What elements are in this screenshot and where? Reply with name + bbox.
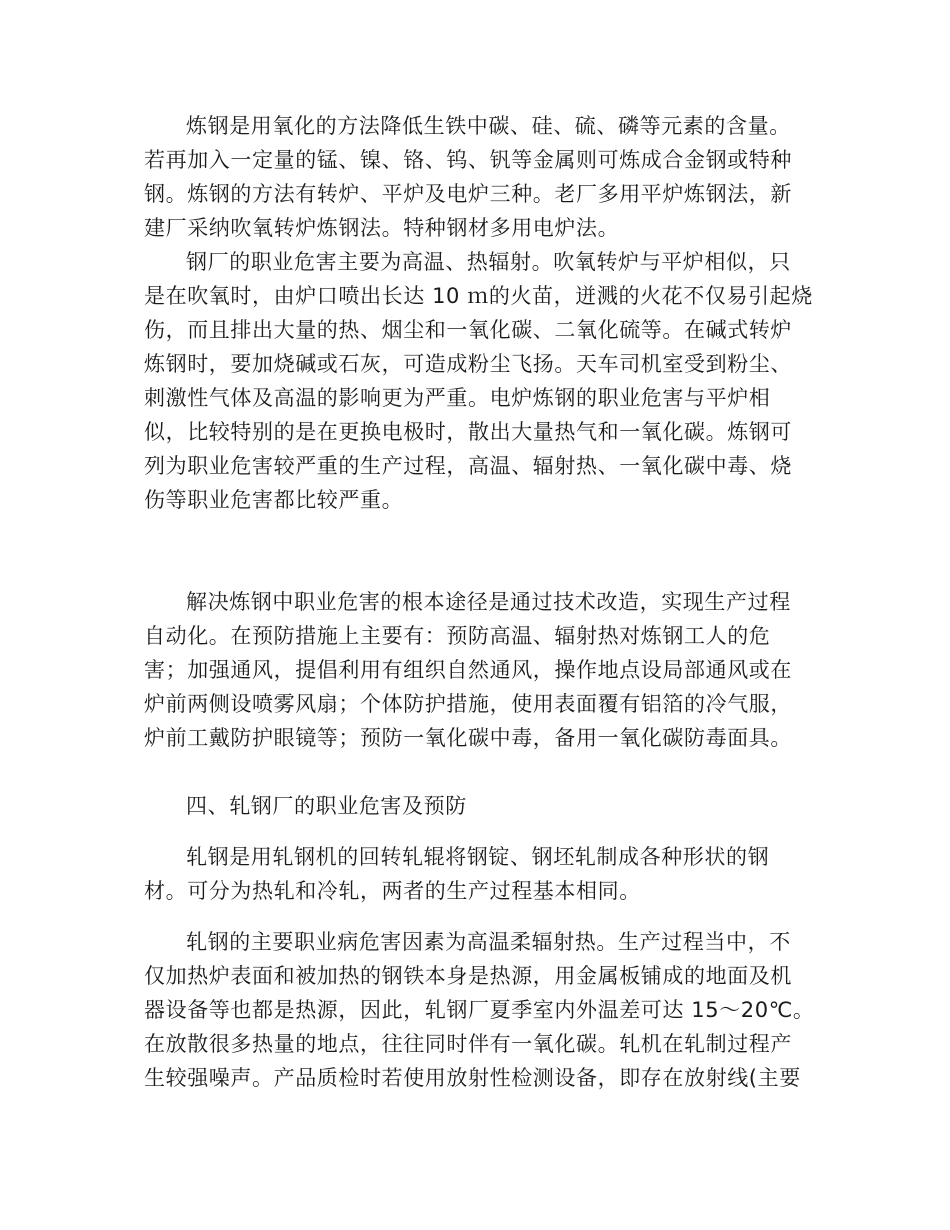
text-line: 炉前两侧设喷雾风扇；个体防护措施，使用表面覆有铝箔的冷气服，	[144, 692, 792, 716]
text-line: 钢。炼钢的方法有转炉、平炉及电炉三种。老厂多用平炉炼钢法，新	[144, 182, 792, 206]
text-line: 伤等职业危害都比较严重。	[144, 488, 404, 512]
text-line: 炼钢时，要加烧碱或石灰，可造成粉尘飞扬。天车司机室受到粉尘、	[144, 352, 792, 376]
text-line: 自动化。在预防措施上主要有：预防高温、辐射热对炼钢工人的危	[144, 624, 771, 648]
text-line: 列为职业危害较严重的生产过程，高温、辐射热、一氧化碳中毒、烧	[144, 454, 792, 478]
text-line: 仅加热炉表面和被加热的钢铁本身是热源，用金属板铺成的地面及机	[144, 964, 792, 988]
paragraph-steelmaking-hazards	[144, 245, 813, 517]
text-line: 建厂采纳吹氧转炉炼钢法。特种钢材多用电炉法。	[144, 216, 620, 240]
paragraph-rolling-intro	[144, 840, 804, 908]
text-line: 轧钢是用轧钢机的回转轧辊将钢锭、钢坯轧制成各种形状的钢	[186, 845, 770, 869]
text-line: 若再加入一定量的锰、镍、铬、钨、钒等金属则可炼成合金钢或特种	[144, 148, 792, 172]
text-line: 四、轧钢厂的职业危害及预防	[186, 794, 467, 818]
text-line: 刺激性气体及高温的影响更为严重。电炉炼钢的职业危害与平炉相	[144, 386, 771, 410]
text-line: 解决炼钢中职业危害的根本途径是通过技术改造，实现生产过程	[186, 590, 791, 614]
text-line: 钢厂的职业危害主要为高温、热辐射。吹氧转炉与平炉相似，只	[186, 250, 791, 274]
text-line: 器设备等也都是热源，因此，轧钢厂夏季室内外温差可达 15～20℃。	[144, 998, 815, 1022]
text-line: 是在吹氧时，由炉口喷出长达 10 ｍ的火苗，迸溅的火花不仅易引起烧	[144, 284, 813, 308]
text-line: 似，比较特别的是在更换电极时，散出大量热气和一氧化碳。炼钢可	[144, 420, 792, 444]
text-line: 材。可分为热轧和冷轧，两者的生产过程基本相同。	[144, 879, 641, 903]
section-heading-rolling-mill	[144, 789, 804, 823]
text-line: 轧钢的主要职业病危害因素为高温柔辐射热。生产过程当中，不	[186, 930, 791, 954]
paragraph-rolling-hazards	[144, 925, 815, 1095]
text-line: 炼钢是用氧化的方法降低生铁中碳、硅、硫、磷等元素的含量。	[186, 114, 791, 138]
text-line: 在放散很多热量的地点，往往同时伴有一氧化碳。轧机在轧制过程产	[144, 1032, 792, 1056]
text-line: 炉前工戴防护眼镜等；预防一氧化碳中毒，备用一氧化碳防毒面具。	[144, 726, 792, 750]
text-line: 害；加强通风，提倡利用有组织自然通风，操作地点设局部通风或在	[144, 658, 792, 682]
text-line: 生较强噪声。产品质检时若使用放射性检测设备，即存在放射线(主要	[144, 1066, 801, 1090]
text-line: 伤，而且排出大量的热、烟尘和一氧化碳、二氧化硫等。在碱式转炉	[144, 318, 792, 342]
paragraph-steelmaking-intro	[144, 109, 804, 245]
paragraph-steelmaking-prevention	[144, 585, 804, 755]
